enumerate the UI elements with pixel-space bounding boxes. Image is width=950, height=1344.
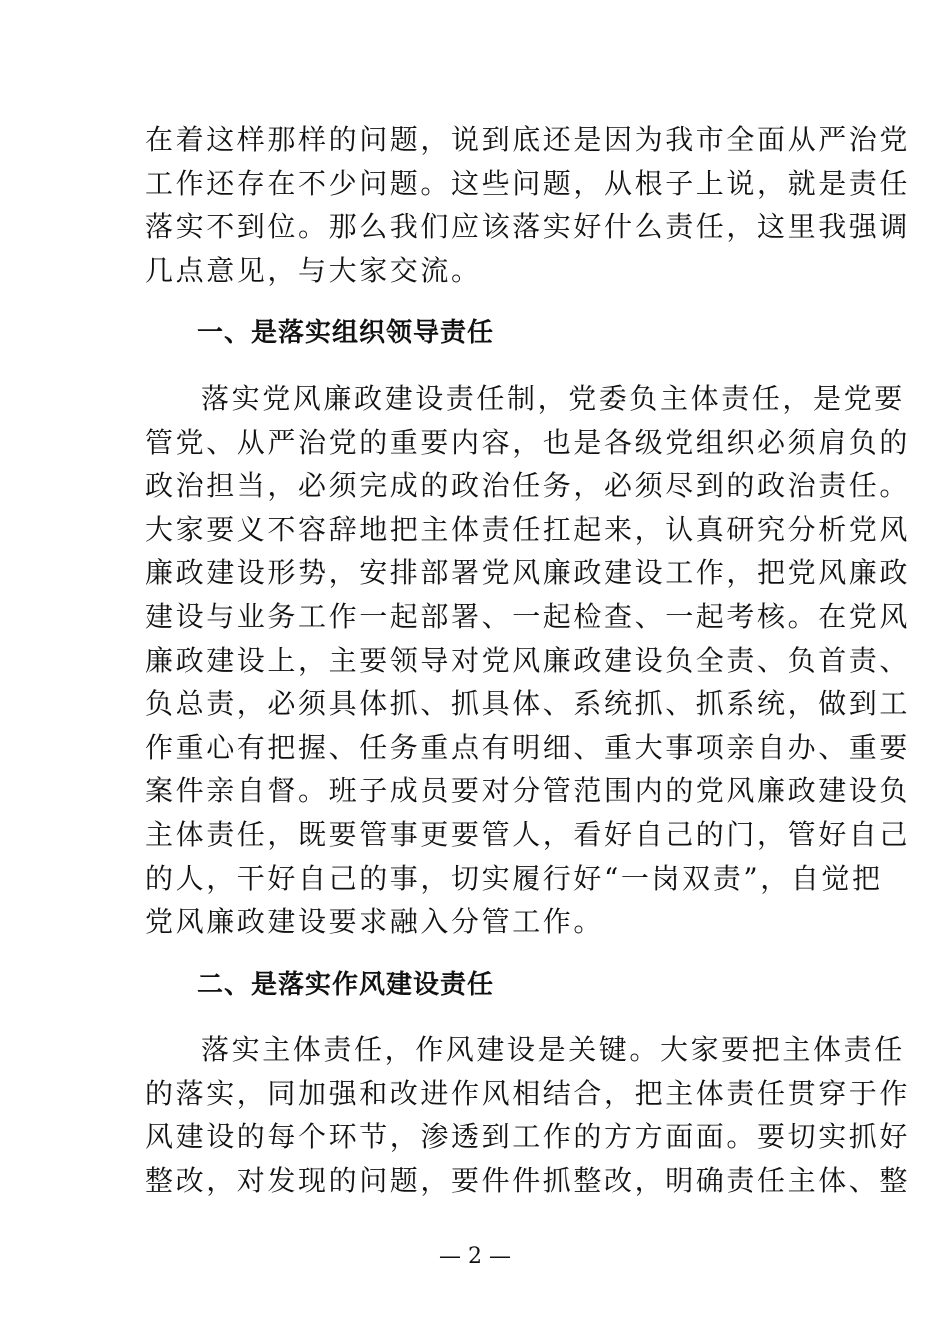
section-2-paragraph <box>145 1028 911 1202</box>
text-line: 建设与业务工作一起部署、一起检查、一起考核。在党风 <box>145 599 911 633</box>
text-line: 大家要义不容辞地把主体责任扛起来，认真研究分析党风 <box>145 512 911 546</box>
text-line: 落实不到位。那么我们应该落实好什么责任，这里我强调 <box>145 210 911 244</box>
text-line: 落实主体责任，作风建设是关键。大家要把主体责任 <box>201 1033 905 1067</box>
text-line: 管党、从严治党的重要内容，也是各级党组织必须肩负的 <box>145 425 911 459</box>
section-1-paragraph <box>145 377 911 944</box>
page-number: — 2 — <box>439 1244 511 1269</box>
section-2-heading: 二、是落实作风建设责任 <box>197 969 495 1000</box>
text-line: 在着这样那样的问题，说到底还是因为我市全面从严治党 <box>145 123 911 156</box>
text-line: 政治担当，必须完成的政治任务，必须尽到的政治责任。 <box>145 469 911 503</box>
text-line: 廉政建设上，主要领导对党风廉政建设负全责、负首责、 <box>145 643 911 677</box>
section-1-heading: 一、是落实组织领导责任 <box>197 318 495 349</box>
text-line: 几点意见，与大家交流。 <box>145 253 482 287</box>
intro-paragraph <box>145 118 911 292</box>
document-body <box>145 118 911 1203</box>
text-line: 工作还存在不少问题。这些问题，从根子上说，就是责任 <box>145 166 911 200</box>
text-line: 主体责任，既要管事更要管人，看好自己的门，管好自己 <box>145 817 911 851</box>
text-line: 作重心有把握、任务重点有明细、重大事项亲自办、重要 <box>145 730 911 764</box>
text-line: 党风廉政建设要求融入分管工作。 <box>145 905 605 939</box>
text-line: 的人，干好自己的事，切实履行好“一岗双责”，自觉把 <box>145 861 883 895</box>
text-line: 负总责，必须具体抓、抓具体、系统抓、抓系统，做到工 <box>145 687 911 721</box>
text-line: 案件亲自督。班子成员要对分管范围内的党风廉政建设负 <box>145 774 911 808</box>
text-line: 风建设的每个环节，渗透到工作的方方面面。要切实抓好 <box>145 1120 911 1154</box>
text-line: 的落实，同加强和改进作风相结合，把主体责任贯穿于作 <box>145 1076 911 1110</box>
text-line: 整改，对发现的问题，要件件抓整改，明确责任主体、整 <box>145 1164 911 1198</box>
text-line: 落实党风廉政建设责任制，党委负主体责任，是党要 <box>201 381 905 415</box>
text-line: 廉政建设形势，安排部署党风廉政建设工作，把党风廉政 <box>145 556 911 590</box>
